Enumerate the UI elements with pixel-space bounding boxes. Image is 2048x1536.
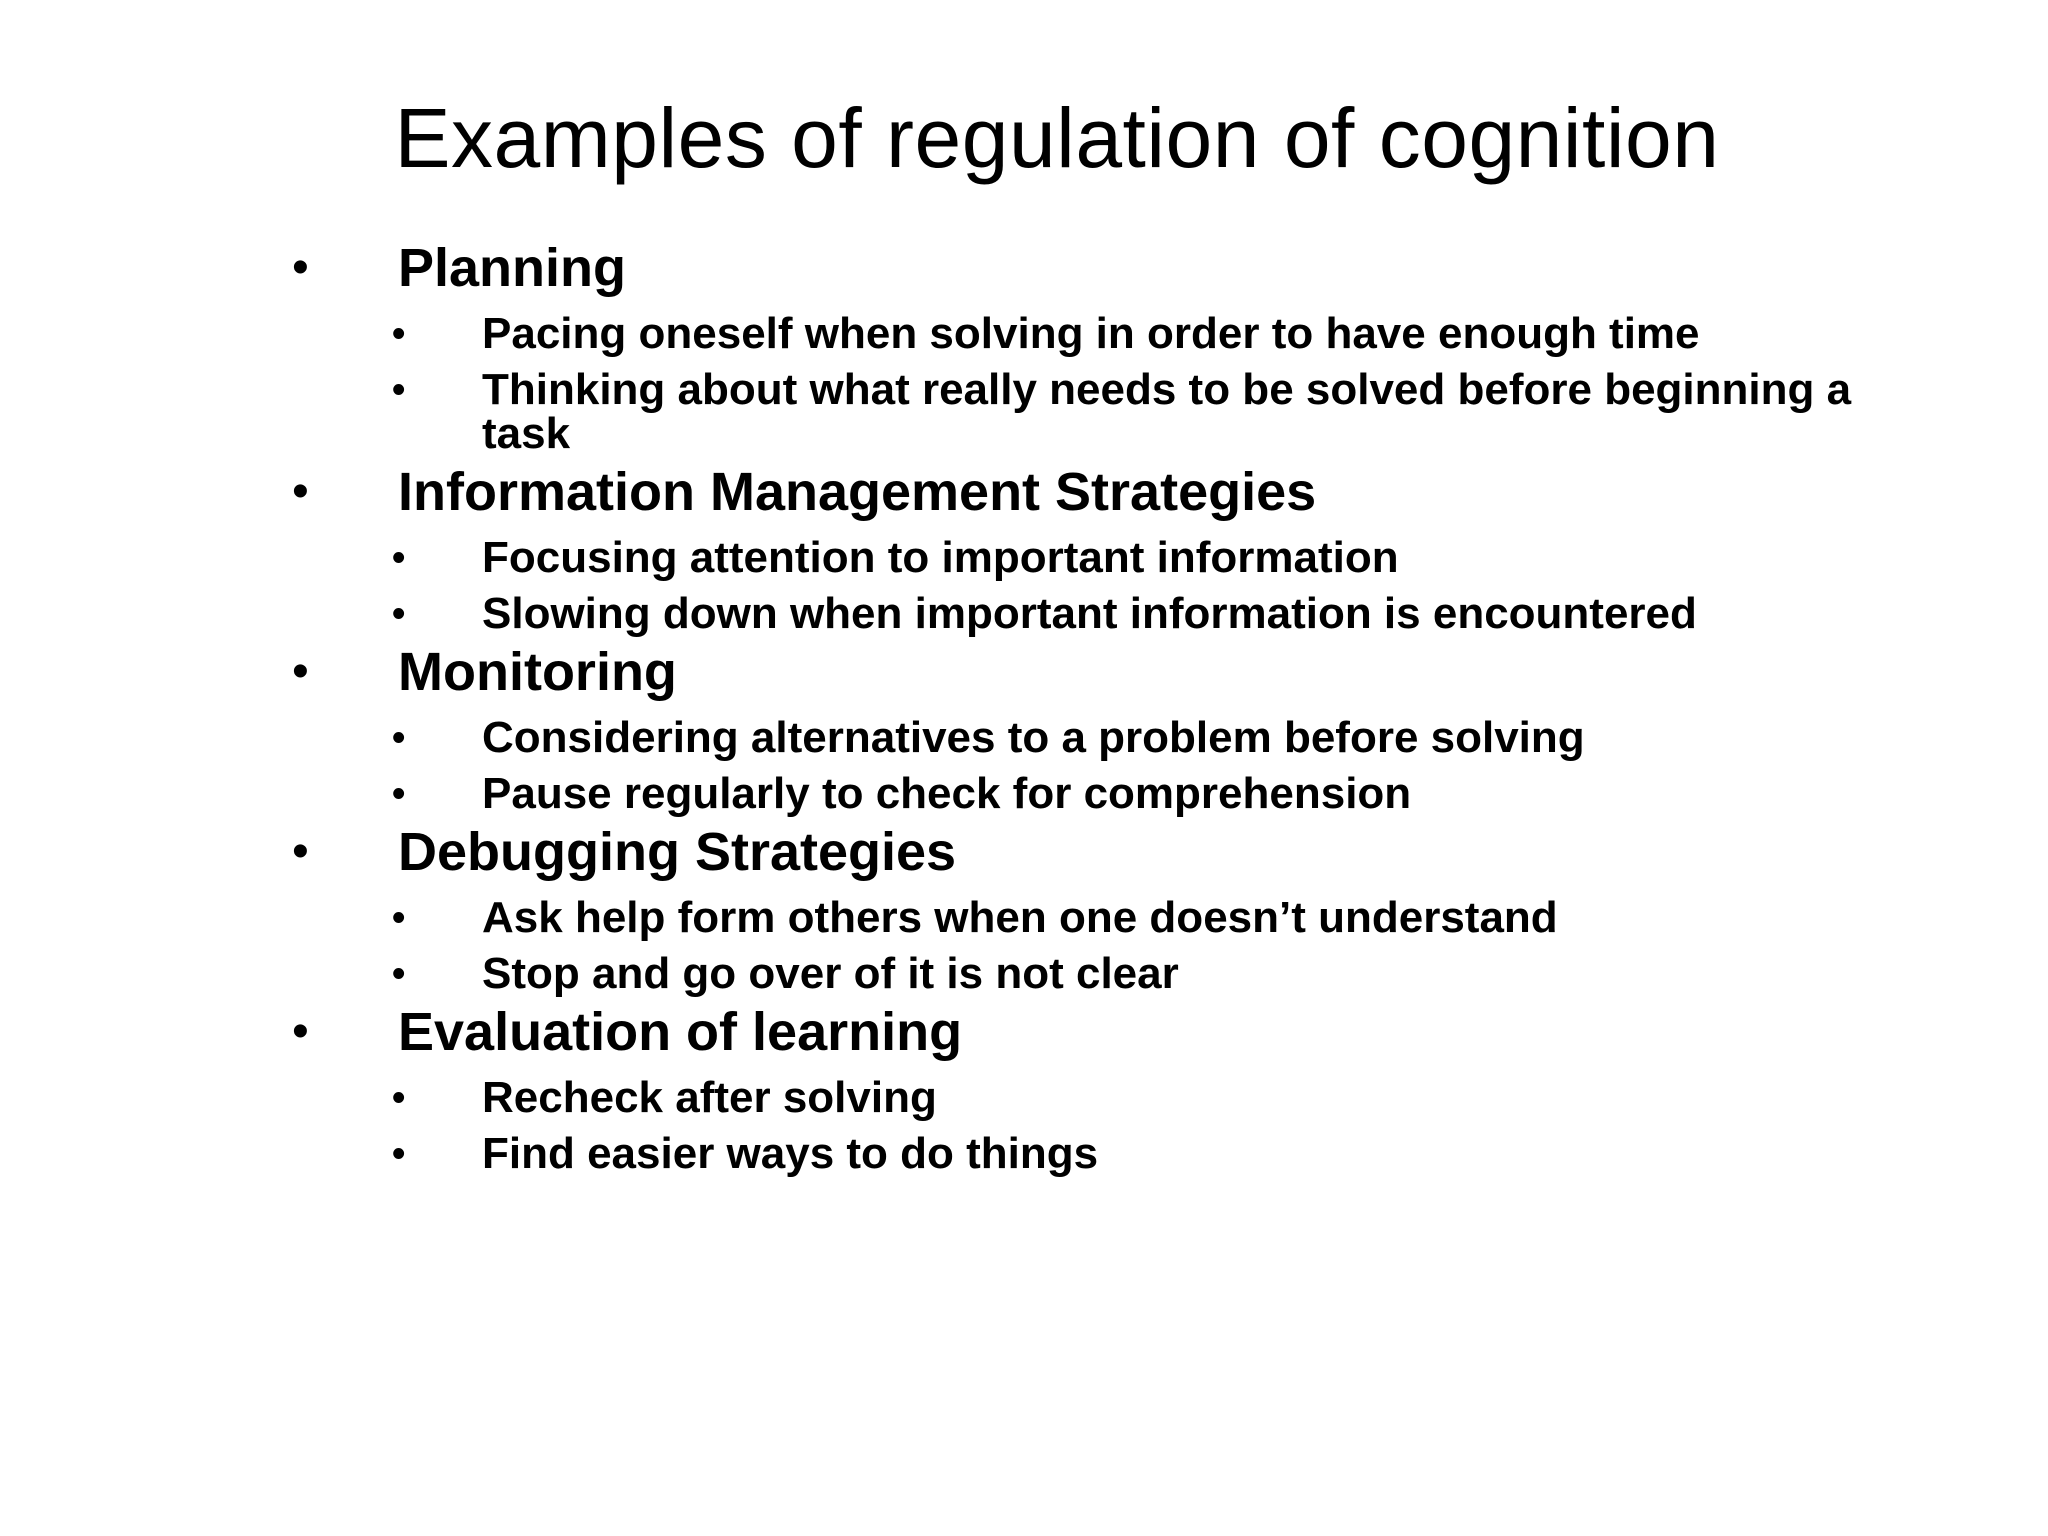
sub-bullet-item bbox=[392, 1129, 1992, 1178]
bullet-dot-icon: • bbox=[392, 593, 406, 635]
bullet-heading-row bbox=[292, 460, 1992, 524]
bullet-dot-icon: • bbox=[392, 717, 406, 759]
sub-bullet-text: Pacing oneself when solving in order to have enough time bbox=[482, 309, 1700, 358]
bullet-heading: Evaluation of learning bbox=[398, 1002, 963, 1062]
sub-bullet-item bbox=[392, 769, 1992, 818]
sub-bullet-item bbox=[392, 589, 1992, 638]
bullet-group-monitoring bbox=[292, 640, 1992, 816]
sub-bullet-text: Recheck after solving bbox=[482, 1073, 937, 1122]
sub-bullet-item bbox=[392, 365, 1992, 458]
bullet-heading: Debugging Strategies bbox=[398, 822, 957, 882]
bullet-heading-row bbox=[292, 236, 1992, 300]
sub-bullet-text: Slowing down when important information is encountered bbox=[482, 589, 1697, 638]
sub-bullet-list bbox=[392, 533, 1992, 638]
bullet-dot-icon: • bbox=[292, 241, 309, 294]
sub-bullet-text: Ask help form others when one doesn’t understand bbox=[482, 893, 1558, 942]
sub-bullet-list bbox=[392, 713, 1992, 818]
bullet-group-planning bbox=[292, 236, 1992, 456]
bullet-dot-icon: • bbox=[392, 1133, 406, 1175]
bullet-dot-icon: • bbox=[292, 645, 309, 698]
sub-bullet-text: Pause regularly to check for comprehension bbox=[482, 769, 1412, 818]
sub-bullet-list bbox=[392, 309, 1992, 458]
slide-title: Examples of regulation of cognition bbox=[394, 91, 1720, 185]
sub-bullet-item bbox=[392, 713, 1992, 762]
bullet-dot-icon: • bbox=[392, 537, 406, 579]
sub-bullet-item bbox=[392, 949, 1992, 998]
bullet-dot-icon: • bbox=[392, 953, 406, 995]
bullet-dot-icon: • bbox=[392, 897, 406, 939]
sub-bullet-text: Stop and go over of it is not clear bbox=[482, 949, 1179, 998]
sub-bullet-text: Find easier ways to do things bbox=[482, 1129, 1099, 1178]
sub-bullet-text: Considering alternatives to a problem before solving bbox=[482, 713, 1585, 762]
bullet-heading: Monitoring bbox=[398, 642, 677, 702]
bullet-group-debugging bbox=[292, 820, 1992, 996]
sub-bullet-list bbox=[392, 1073, 1992, 1178]
bullet-heading-row bbox=[292, 1000, 1992, 1064]
bullet-dot-icon: • bbox=[292, 825, 309, 878]
sub-bullet-text: Focusing attention to important information bbox=[482, 533, 1399, 582]
sub-bullet-item bbox=[392, 309, 1992, 358]
sub-bullet-text: Thinking about what really needs to be solved before beginning a task bbox=[482, 365, 1852, 458]
bullet-group-evaluation bbox=[292, 1000, 1992, 1176]
bullet-heading-row bbox=[292, 820, 1992, 884]
bullet-dot-icon: • bbox=[392, 369, 406, 411]
bullet-heading: Planning bbox=[398, 238, 626, 298]
sub-bullet-item bbox=[392, 533, 1992, 582]
bullet-dot-icon: • bbox=[392, 1077, 406, 1119]
sub-bullet-list bbox=[392, 893, 1992, 998]
bullet-heading: Information Management Strategies bbox=[398, 462, 1317, 522]
bullet-dot-icon: • bbox=[292, 1005, 309, 1058]
bullet-group-information-management bbox=[292, 460, 1992, 636]
bullet-dot-icon: • bbox=[292, 465, 309, 518]
sub-bullet-item bbox=[392, 893, 1992, 942]
bullet-list bbox=[292, 236, 1992, 1180]
bullet-dot-icon: • bbox=[392, 773, 406, 815]
sub-bullet-item bbox=[392, 1073, 1992, 1122]
bullet-dot-icon: • bbox=[392, 313, 406, 355]
bullet-heading-row bbox=[292, 640, 1992, 704]
